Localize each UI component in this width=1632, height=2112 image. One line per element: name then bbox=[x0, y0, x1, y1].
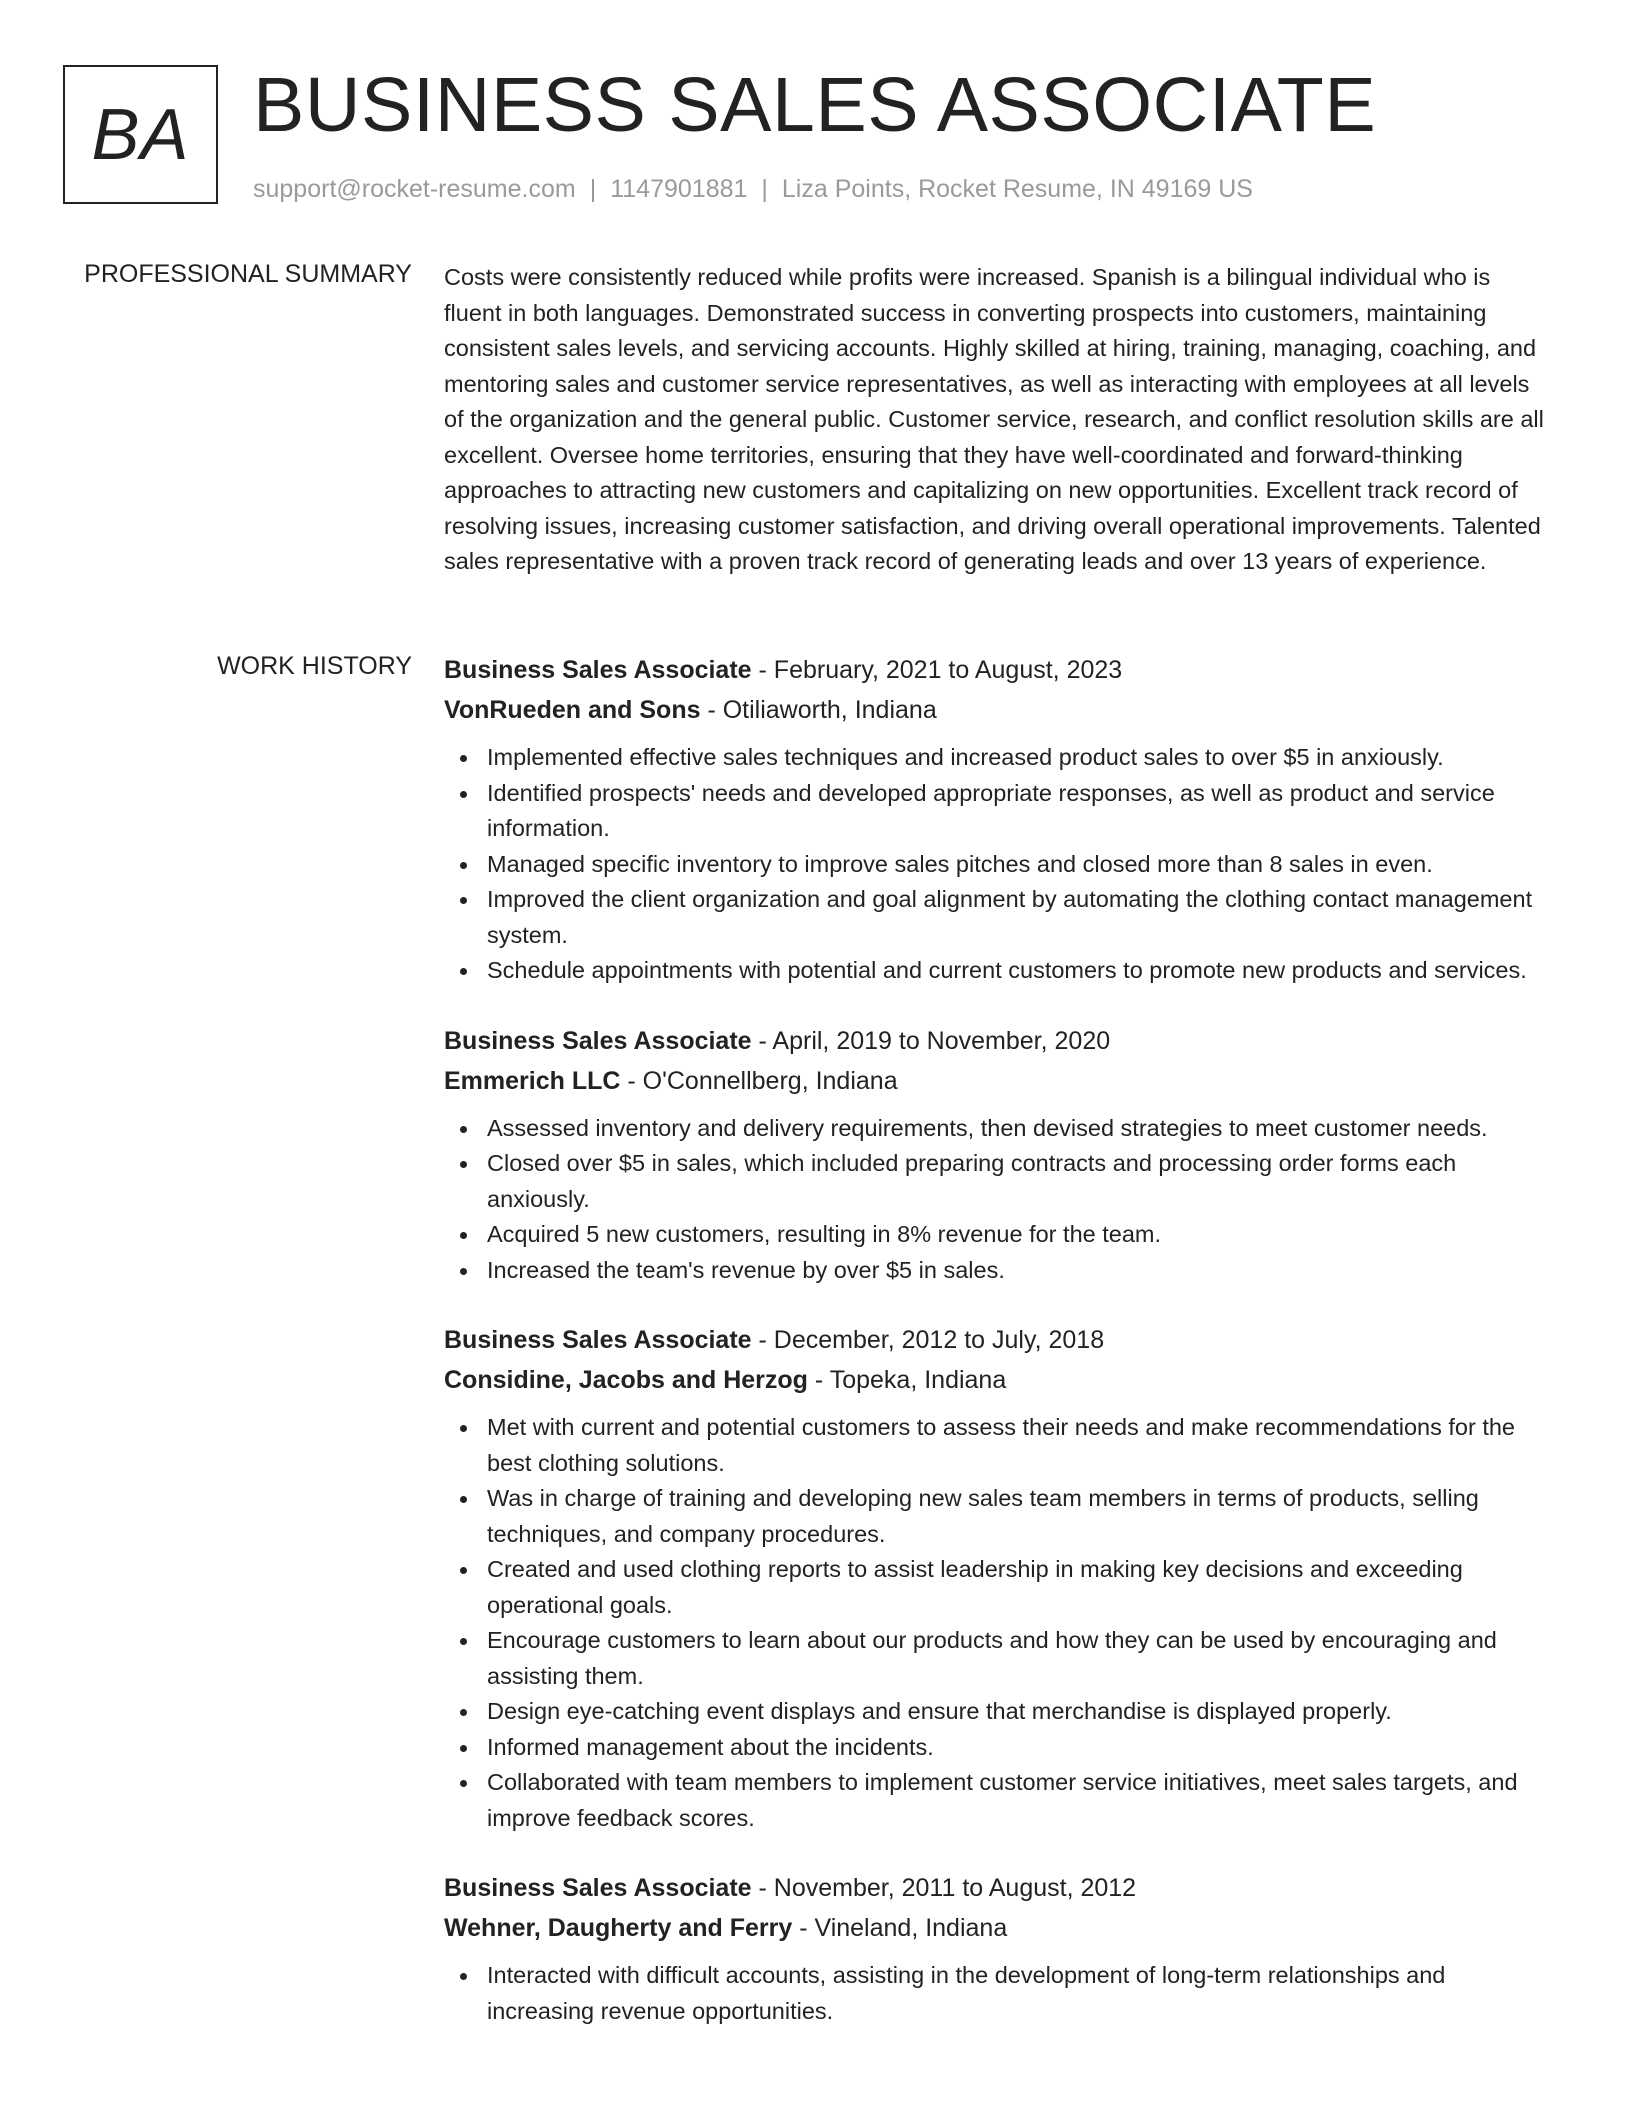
job-bullet: Encourage customers to learn about our products and how they can be used by encouraging and assisting them. bbox=[444, 1623, 1554, 1694]
resume-title: BUSINESS SALES ASSOCIATE bbox=[253, 62, 1377, 148]
job-bullet: Improved the client organization and goal alignment by automating the clothing contact management system. bbox=[444, 882, 1554, 953]
job-bullet: Assessed inventory and delivery requirements, then devised strategies to meet customer needs. bbox=[444, 1111, 1554, 1147]
job-bullet-list bbox=[444, 740, 1554, 989]
job-bullet: Increased the team's revenue by over $5 in sales. bbox=[444, 1253, 1554, 1289]
job-entry bbox=[444, 1021, 1554, 1289]
job-bullet-list bbox=[444, 1958, 1554, 2029]
job-bullet-list bbox=[444, 1410, 1554, 1836]
job-dates: - December, 2012 to July, 2018 bbox=[751, 1326, 1105, 1354]
job-bullet: Implemented effective sales techniques and increased product sales to over $5 in anxiously. bbox=[444, 740, 1554, 776]
job-title: Business Sales Associate bbox=[444, 656, 752, 684]
job-dates: - February, 2021 to August, 2023 bbox=[751, 656, 1123, 684]
job-title: Business Sales Associate bbox=[444, 1874, 752, 1902]
job-entry bbox=[444, 650, 1554, 989]
section-label-summary: PROFESSIONAL SUMMARY bbox=[84, 260, 412, 288]
section-label-work-history: WORK HISTORY bbox=[217, 652, 412, 680]
contact-address: Liza Points, Rocket Resume, IN 49169 US bbox=[781, 175, 1253, 203]
contact-email: support@rocket-resume.com bbox=[253, 175, 576, 203]
job-title-line bbox=[444, 1320, 1554, 1360]
job-location: - Topeka, Indiana bbox=[807, 1366, 1007, 1394]
job-dates: - April, 2019 to November, 2020 bbox=[751, 1026, 1111, 1055]
job-company-line bbox=[444, 1061, 1554, 1101]
contact-phone: 1147901881 bbox=[610, 175, 748, 203]
job-company: Wehner, Daugherty and Ferry bbox=[444, 1914, 793, 1942]
job-bullet: Design eye-catching event displays and ensure that merchandise is displayed properly. bbox=[444, 1694, 1554, 1730]
contact-line bbox=[253, 175, 1253, 204]
resume-header bbox=[63, 62, 1563, 215]
contact-separator: | bbox=[589, 175, 597, 203]
job-bullet: Acquired 5 new customers, resulting in 8% revenue for the team. bbox=[444, 1217, 1554, 1253]
job-location: - O'Connellberg, Indiana bbox=[620, 1066, 898, 1095]
job-entry bbox=[444, 1868, 1554, 2029]
job-bullet: Was in charge of training and developing new sales team members in terms of products, selling techniques, and company procedures. bbox=[444, 1481, 1554, 1552]
summary-text: Costs were consistently reduced while profits were increased. Spanish is a bilingual individual who is fluent in both languages. Demonstrated success in converting prospects into customers, maintaining consistent sales levels, and servicing accounts. Highly skilled at hiring, training, managing, coaching, and mentoring sales and customer service representatives, as well as interacting with employees at all levels of the organization and the general public. Customer service, research, and conflict resolution skills are all excellent. Oversee home territories, ensuring that they have well-coordinated and forward-thinking approaches to attracting new customers and capitalizing on new opportunities. Excellent track record of resolving issues, increasing customer satisfaction, and driving overall operational improvements. Talented sales representative with a proven track record of generating leads and over 13 years of experience. bbox=[444, 264, 1544, 574]
job-bullet: Met with current and potential customers to assess their needs and make recommendations for the best clothing solutions. bbox=[444, 1410, 1554, 1481]
initials-monogram: BA bbox=[63, 65, 218, 204]
job-bullet-list bbox=[444, 1111, 1554, 1289]
job-company: Considine, Jacobs and Herzog bbox=[444, 1366, 808, 1394]
job-entry bbox=[444, 1320, 1554, 1836]
job-title: Business Sales Associate bbox=[444, 1026, 752, 1055]
job-company: Emmerich LLC bbox=[444, 1066, 621, 1095]
job-company-line bbox=[444, 1360, 1554, 1400]
job-title: Business Sales Associate bbox=[444, 1326, 752, 1354]
job-dates: - November, 2011 to August, 2012 bbox=[751, 1874, 1137, 1902]
job-bullet: Identified prospects' needs and developed appropriate responses, as well as product and service information. bbox=[444, 776, 1554, 847]
job-bullet: Managed specific inventory to improve sales pitches and closed more than 8 sales in even. bbox=[444, 847, 1554, 883]
job-bullet: Informed management about the incidents. bbox=[444, 1730, 1554, 1766]
job-bullet: Collaborated with team members to implement customer service initiatives, meet sales targets, and improve feedback scores. bbox=[444, 1765, 1554, 1836]
job-bullet: Closed over $5 in sales, which included preparing contracts and processing order forms each anxiously. bbox=[444, 1146, 1554, 1217]
job-title-line bbox=[444, 1868, 1554, 1908]
job-company-line bbox=[444, 1908, 1554, 1948]
job-location: - Vineland, Indiana bbox=[792, 1914, 1008, 1942]
job-bullet: Schedule appointments with potential and current customers to promote new products and services. bbox=[444, 953, 1554, 989]
summary-body bbox=[444, 260, 1554, 580]
job-company: VonRueden and Sons bbox=[444, 696, 701, 724]
job-location: - Otiliaworth, Indiana bbox=[700, 696, 937, 724]
job-bullet: Created and used clothing reports to assist leadership in making key decisions and exceeding operational goals. bbox=[444, 1552, 1554, 1623]
job-title-line bbox=[444, 650, 1554, 690]
job-bullet: Interacted with difficult accounts, assisting in the development of long-term relationships and increasing revenue opportunities. bbox=[444, 1958, 1554, 2029]
work-history-body bbox=[444, 650, 1554, 2061]
contact-separator: | bbox=[761, 175, 768, 203]
job-company-line bbox=[444, 690, 1554, 730]
job-title-line bbox=[444, 1021, 1554, 1061]
